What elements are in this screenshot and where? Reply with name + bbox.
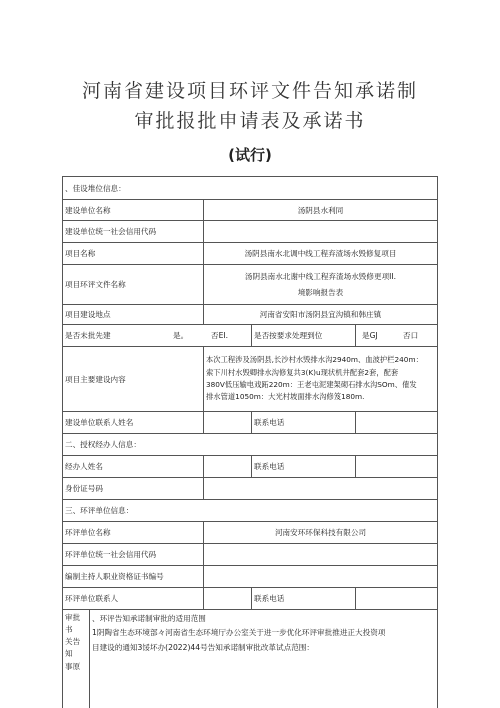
row-eia-cert xyxy=(63,566,437,588)
value-eia-credit xyxy=(203,544,437,565)
row-project-name xyxy=(63,243,437,265)
label-project-name: 项目名称 xyxy=(65,249,96,258)
value-approval xyxy=(89,610,437,708)
section-label: 二、授权经办人信息： xyxy=(65,440,141,449)
row-started xyxy=(63,325,437,347)
approval-line1: 、环评告知承诺制审批的适用范围 xyxy=(92,614,206,623)
value-unit-name: 汤阴县水利同 xyxy=(203,200,437,220)
section-header-builder xyxy=(63,177,437,200)
value-eia-cert xyxy=(203,566,437,587)
option-yes[interactable]: 是。 xyxy=(173,331,189,340)
row-content xyxy=(63,347,437,412)
section-header-eia xyxy=(63,500,437,522)
label-eia-phone: 联系电话 xyxy=(251,588,355,609)
value-agent-name xyxy=(203,456,251,477)
approval-line2: 1阴陶省生态环境部々河南省生态环境厅办公室关于进一步优化环评审批推进正大投资项 xyxy=(92,628,386,638)
eia-file-line1: 汤阴县南水北谢中线工程弃渣场水毁修更项II. xyxy=(244,272,397,281)
row-eia-contact xyxy=(63,588,437,610)
row-id-no xyxy=(63,478,437,500)
label-unit-name: 建设单位名称 xyxy=(65,205,111,215)
value-eia-unit: 河南安环环保科技有限公司 xyxy=(203,522,437,543)
label-eia-contact: 环评单位联系人 xyxy=(65,594,119,603)
label-approval xyxy=(63,610,89,708)
row-location xyxy=(63,305,437,325)
approval-label-line3: 事原 xyxy=(65,661,81,671)
row-approval xyxy=(63,610,437,708)
row-credit-code xyxy=(63,221,437,243)
approval-label-line2: 关告知 xyxy=(65,637,81,659)
value-id-no xyxy=(203,478,437,499)
content-line3: 380V低压输电戏跖220m：王老屯泥建架砌石排水沟SOm、傕发 xyxy=(206,380,417,389)
value-project-name: 汤阴县南水北调中线工程弃渣场水毁修复项目 xyxy=(203,243,437,264)
document-title: 河南省建设项目环评文件告知承诺制 xyxy=(81,80,418,102)
value-location: 河南省安阳市汤阴县宜沟镇和韩庄镇 xyxy=(203,305,437,324)
approval-line3: 目建设的通知3馁坏办(2022)44号告知承诺制审批改革试点范围： xyxy=(92,642,314,652)
value-eia-file xyxy=(203,265,437,304)
value-content xyxy=(203,347,437,411)
row-contact xyxy=(63,412,437,434)
option-no[interactable]: 否EI. xyxy=(211,331,229,340)
value-agent-phone xyxy=(355,456,437,477)
document-title-line2: 审批报批申请表及承诺书 xyxy=(134,110,366,132)
value-contact xyxy=(203,412,251,433)
label-agent-name: 经办人姓名 xyxy=(65,462,103,471)
content-line2: 索下川村水毁卿排水沟修复共3(K)u现状机井配套2套，配套 xyxy=(206,367,399,377)
label-handled: 是否按要求处理到位 xyxy=(251,325,355,346)
section-label: 三、环评单位信息： xyxy=(65,506,134,515)
row-agent-name xyxy=(63,456,437,478)
label-contact: 建设单位联系人姓名 xyxy=(65,418,134,427)
value-phone xyxy=(355,412,437,433)
label-credit-code: 建设单位统一社会信用代码 xyxy=(65,227,157,236)
option-no-handled[interactable]: 否口 xyxy=(403,331,419,340)
value-eia-phone xyxy=(355,588,437,609)
label-content: 项目主要建设内容 xyxy=(65,374,126,384)
label-eia-credit: 环评单位统一社会信用代码 xyxy=(65,550,157,559)
label-location: 项目建设地点 xyxy=(65,310,111,319)
approval-label-line1: 审批书 xyxy=(65,613,81,635)
content-line1: 本次工程涉及汤阴县,长沙村水毁排水沟2940m、血波护栏240m： xyxy=(206,355,423,365)
row-eia-credit xyxy=(63,544,437,566)
row-unit-name xyxy=(63,200,437,221)
label-agent-phone: 联系电话 xyxy=(251,456,355,477)
document-subtitle: (试行) xyxy=(228,146,272,164)
content-line4: 排水管道1050m：大光村坡面排水沟修笈180m. xyxy=(206,392,365,402)
eia-file-line2: 境影响报告表 xyxy=(297,288,344,297)
label-eia-file: 项目环评文件名称 xyxy=(65,280,126,289)
value-credit-code xyxy=(203,221,437,242)
label-phone: 联系电话 xyxy=(251,412,355,433)
section-label: 、佳设堆位信息： xyxy=(65,183,126,193)
application-form xyxy=(62,176,438,708)
label-eia-cert: 编制主持人职业资格证书编号 xyxy=(65,572,164,581)
row-eia-file xyxy=(63,265,437,305)
label-eia-unit: 环评单位名称 xyxy=(65,528,111,537)
section-header-agent xyxy=(63,434,437,456)
row-eia-unit xyxy=(63,522,437,544)
label-id-no: 身份证号码 xyxy=(65,484,103,493)
option-yes-handled[interactable]: 是GJ xyxy=(355,325,395,346)
label-started: 是否未批先建 xyxy=(65,331,111,340)
value-eia-contact xyxy=(203,588,251,609)
